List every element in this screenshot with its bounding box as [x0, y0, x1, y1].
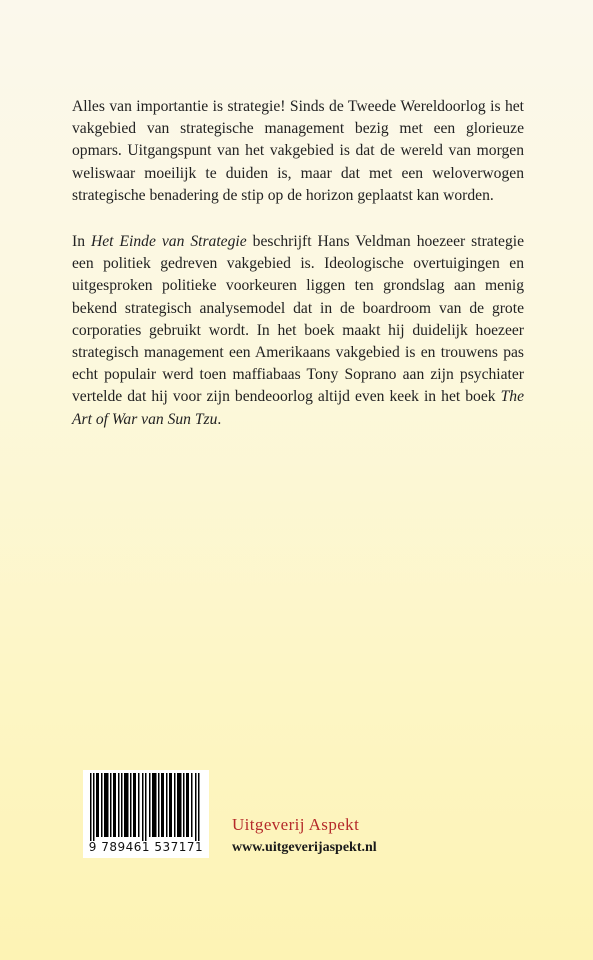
reference-title: The Art of War van Sun Tzu: [72, 388, 524, 428]
publisher-name: Uitgeverij Aspekt: [232, 815, 360, 834]
blurb-paragraph-2: [72, 231, 524, 431]
isbn-number: 9 789461 537171: [88, 840, 204, 854]
publisher-website: www.uitgeverijaspekt.nl: [232, 840, 377, 855]
barcode-bars: [88, 773, 204, 841]
blurb-paragraph-1: Alles van importantie is strategie! Sinds de Tweede Wereldoorlog is het vakgebied van strategische management bezig met een glorieuze opmars. Uitgangspunt van het vakgebied is dat de wereld van morgen weliswaar moeilijk te duiden is, maar dat met een weloverwogen strategische benadering de stip op de horizon geplaatst kan worden.: [72, 98, 524, 204]
paragraph-body: beschrijft Hans Veldman hoezeer strategie een politiek gedreven vakgebied is. Ideologische overtuigingen en uitgesproken politieke voorkeuren liggen ten grondslag aan menig bekend strategisch analysemodel dat in de boardroom van de grote corporaties gebruikt wordt. In het boek maakt hij duidelijk hoezeer strategisch management een Amerikaans vakgebied is en trouwens pas echt populair werd toen maffiabaas Tony Soprano aan zijn psychiater vertelde dat hij voor zijn bendeoorlog altijd even keek in het boek: [72, 233, 524, 406]
book-title: Het Einde van Strategie: [90, 233, 247, 251]
paragraph-intro: In: [72, 233, 91, 251]
isbn-barcode: [83, 770, 209, 858]
publisher-block: [232, 815, 377, 856]
back-cover-text: [72, 96, 524, 431]
paragraph-end: .: [217, 410, 222, 428]
